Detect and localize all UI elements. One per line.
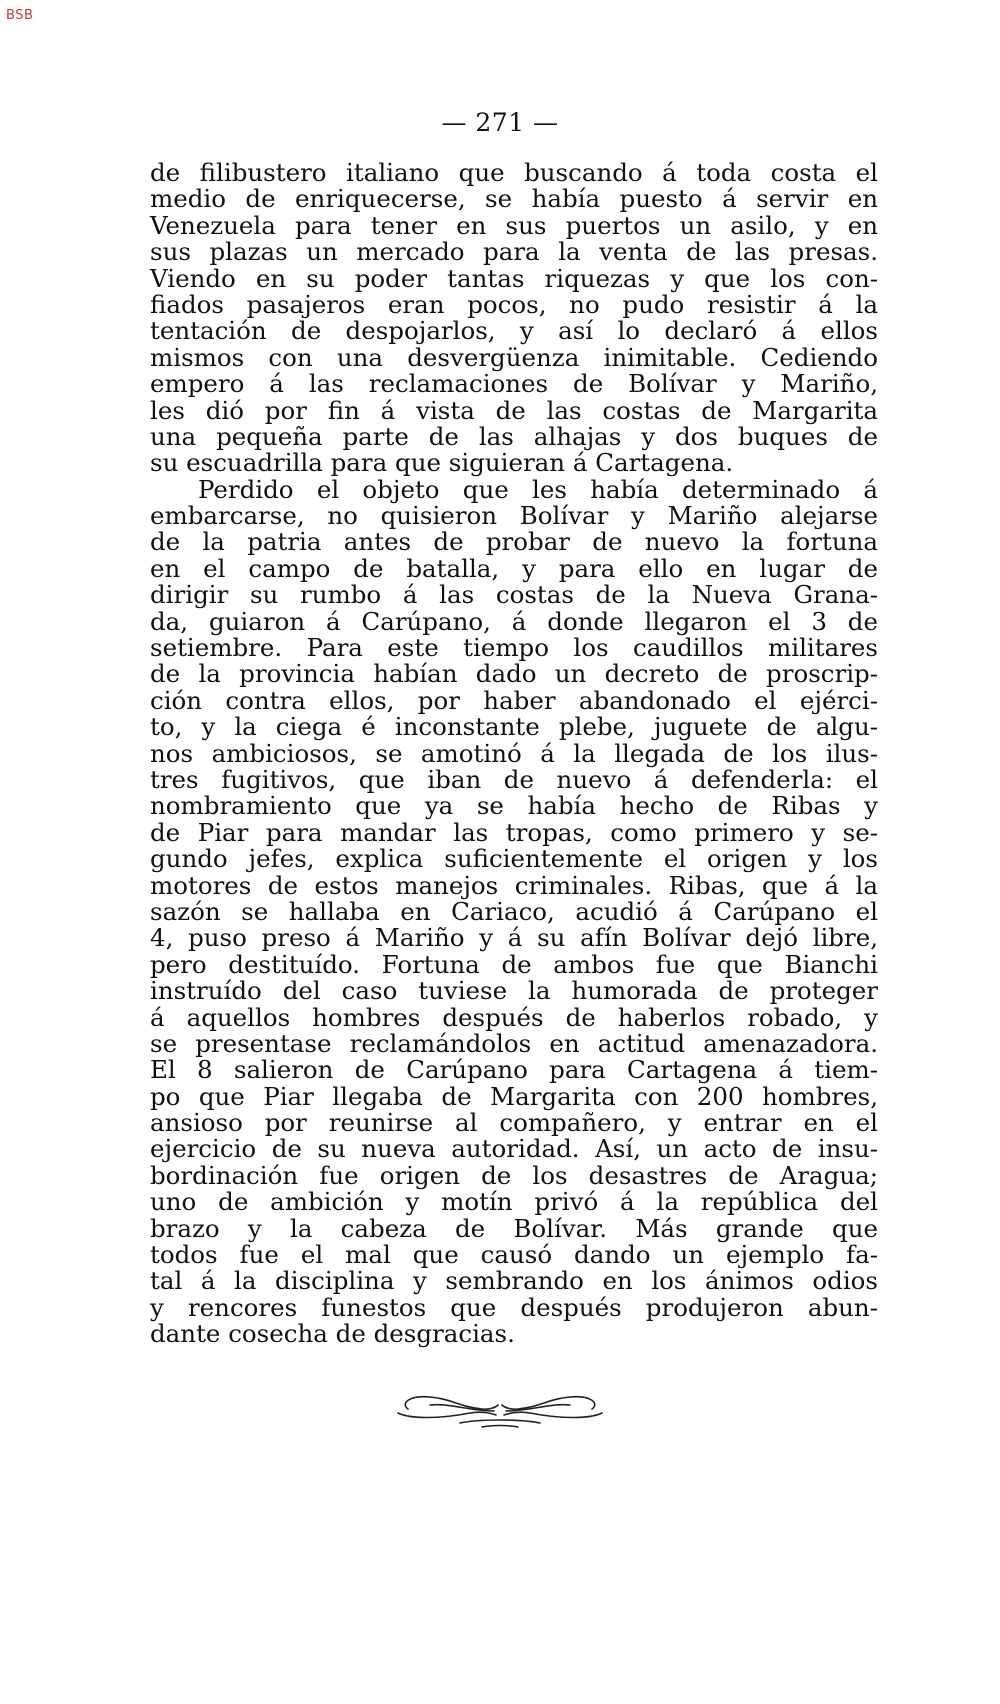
text-line: gundo jefes, explica suficientemente el origen y los — [150, 844, 878, 874]
text-line: to, y la ciega é inconstante plebe, juguete de algu- — [150, 712, 878, 742]
text-line: empero á las reclamaciones de Bolívar y Mariño, — [150, 369, 878, 399]
text-line: nombramiento que ya se había hecho de Ribas y — [150, 791, 878, 821]
body-text — [150, 160, 878, 1348]
paragraph — [150, 474, 878, 1349]
text-line: po que Piar llegaba de Margarita con 200 hombres, — [150, 1081, 878, 1111]
text-line: en el campo de batalla, y para ello en lugar de — [150, 553, 878, 583]
text-line: á aquellos hombres después de haberlos robado, y — [150, 1002, 878, 1032]
text-line: tal á la disciplina y sembrando en los ánimos odios — [150, 1266, 878, 1296]
text-line: ansioso por reunirse al compañero, y entrar en el — [150, 1108, 878, 1138]
text-line: uno de ambición y motín privó á la república del — [150, 1187, 878, 1217]
text-line: tres fugitivos, que iban de nuevo á defenderla: el — [150, 764, 878, 794]
text-line: ción contra ellos, por haber abandonado el ejérci- — [150, 685, 878, 715]
text-line: fiados pasajeros eran pocos, no pudo resistir á la — [150, 289, 878, 319]
text-line: Perdido el objeto que les había determinado á — [198, 474, 878, 504]
library-stamp: BSB — [6, 8, 34, 23]
paragraph — [150, 160, 878, 477]
page-number: — 271 — — [441, 108, 559, 137]
text-line: una pequeña parte de las alhajas y dos buques de — [150, 421, 878, 451]
text-line: El 8 salieron de Carúpano para Cartagena á tiem- — [150, 1055, 878, 1085]
text-line: tentación de despojarlos, y así lo declaró á ellos — [150, 316, 878, 346]
text-line: de filibustero italiano que buscando á toda costa el — [150, 158, 878, 187]
text-line: bordinación fue origen de los desastres de Aragua; — [150, 1160, 878, 1190]
text-line: da, guiaron á Carúpano, á donde llegaron el 3 de — [150, 606, 878, 636]
text-line: dirigir su rumbo á las costas de la Nueva Grana- — [150, 580, 878, 610]
text-line: sazón se hallaba en Cariaco, acudió á Carúpano el — [150, 896, 878, 926]
text-line: les dió por fin á vista de las costas de Margarita — [150, 395, 878, 425]
text-line: Venezuela para tener en sus puertos un asilo, y en — [150, 210, 878, 240]
text-line: de la patria antes de probar de nuevo la fortuna — [150, 527, 878, 557]
text-line: nos ambiciosos, se amotinó á la llegada de los ilus- — [150, 738, 878, 768]
text-line: de la provincia habían dado un decreto de proscrip- — [150, 659, 878, 689]
text-line: motores de estos manejos criminales. Ribas, que á la — [150, 870, 878, 900]
text-line: todos fue el mal que causó dando un ejemplo fa- — [150, 1240, 878, 1270]
text-line: pero destituído. Fortuna de ambos fue que Bianchi — [150, 949, 878, 979]
text-line: medio de enriquecerse, se había puesto á servir en — [150, 184, 878, 214]
text-line: Viendo en su poder tantas riquezas y que los con- — [150, 263, 878, 293]
text-line: embarcarse, no quisieron Bolívar y Mariño alejarse — [150, 501, 878, 531]
text-line: setiembre. Para este tiempo los caudillos militares — [150, 633, 878, 663]
text-line: brazo y la cabeza de Bolívar. Más grande que — [150, 1213, 878, 1243]
text-line: su escuadrilla para que siguieran á Cartagena. — [150, 448, 734, 478]
text-line: instruído del caso tuviese la humorada de proteger — [150, 976, 878, 1006]
text-line: 4, puso preso á Mariño y á su afín Bolívar dejó libre, — [150, 923, 878, 953]
text-line: y rencores funestos que después produjeron abun- — [150, 1292, 878, 1322]
text-line: sus plazas un mercado para la venta de las presas. — [150, 237, 878, 267]
text-line: mismos con una desvergüenza inimitable. Cediendo — [150, 342, 878, 372]
text-line: dante cosecha de desgracias. — [150, 1319, 515, 1349]
text-line: ejercicio de su nueva autoridad. Así, un acto de insu- — [150, 1134, 878, 1164]
flourish-divider-icon — [390, 1385, 610, 1435]
text-line: de Piar para mandar las tropas, como primero y se- — [150, 817, 878, 847]
text-line: se presentase reclamándolos en actitud amenazadora. — [150, 1028, 878, 1058]
